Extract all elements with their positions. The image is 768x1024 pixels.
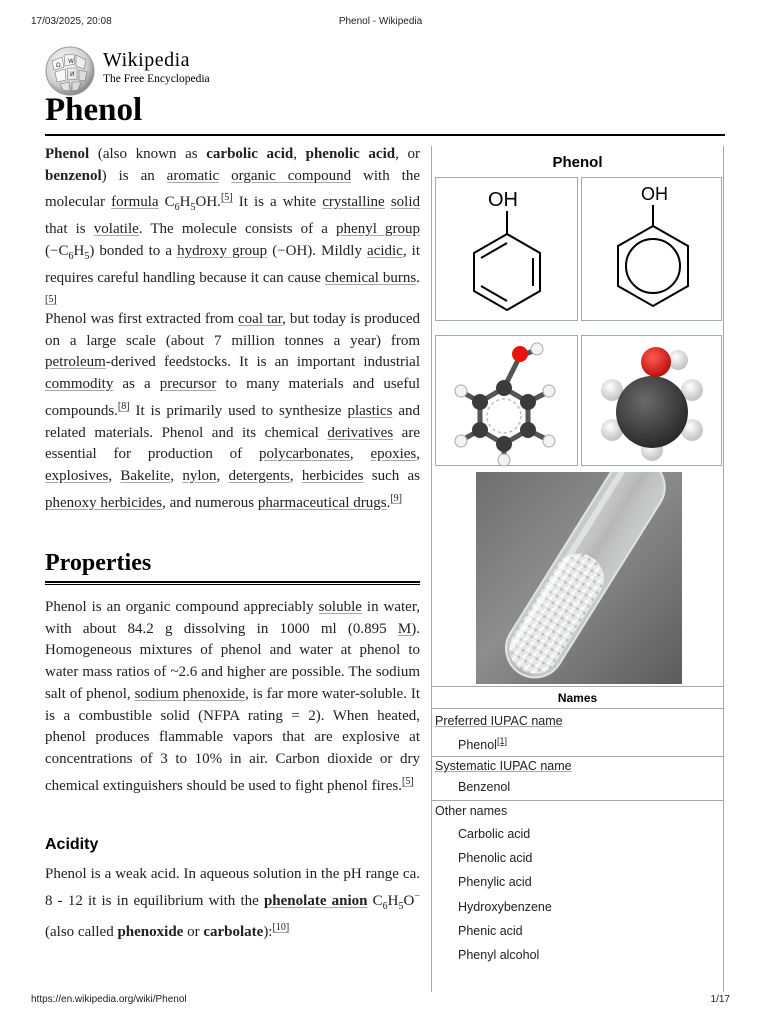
link-nylon[interactable]: nylon (182, 467, 217, 484)
other-names-label: Other names (435, 804, 508, 818)
text: such as (363, 467, 420, 484)
text: . (386, 494, 391, 511)
preferred-iupac-label[interactable] (435, 714, 563, 728)
link-aromatic[interactable]: aromatic (166, 167, 220, 184)
link-molar[interactable]: M (397, 620, 412, 637)
names-header: Names (432, 686, 723, 709)
link-hydroxy-group[interactable]: hydroxy group (177, 242, 268, 259)
hydroxyl-label: OH (641, 184, 668, 204)
link-polycarbonates[interactable]: polycarbonates (259, 446, 350, 463)
hydroxyl-label: OH (488, 189, 518, 211)
link-petroleum[interactable]: petroleum (45, 354, 106, 371)
text: , (416, 446, 421, 463)
text: with the molecular (45, 167, 420, 211)
print-datetime: 17/03/2025, 20:08 (31, 16, 112, 27)
subscript: 5 (190, 202, 196, 214)
text: . (416, 269, 420, 286)
text: to many materials and useful compounds. (45, 376, 420, 419)
link-bakelite[interactable]: Bakelite (120, 467, 171, 484)
intro-paragraph-2 (45, 309, 420, 514)
subscript: 6 (382, 900, 388, 912)
other-name-item: Phenolic acid (458, 851, 533, 865)
row-separator (432, 800, 723, 801)
text: OH. (195, 194, 221, 211)
title-divider (45, 134, 725, 136)
bold-term: phenolic acid (305, 146, 396, 162)
text: ). Homogeneous mixtures of phenol and water at phenol to water mass ratios of ~2.6 and higher are possible. The sodium salt of phenol, (45, 620, 420, 702)
kekule-structure-image[interactable] (435, 177, 578, 321)
bold-term: carbolate (203, 924, 264, 941)
text: , or (395, 146, 420, 162)
link-chemical-burns[interactable]: chemical burns (324, 269, 417, 286)
text: , it requires careful handling because it can cause (45, 242, 420, 286)
row-separator (432, 756, 723, 757)
subscript: 6 (68, 250, 74, 262)
text: or (183, 924, 204, 941)
other-name-item: Phenylic acid (458, 875, 532, 889)
link-phenyl-group[interactable]: phenyl group (336, 221, 421, 238)
citation-5[interactable]: [5] (402, 775, 414, 787)
text: , (170, 467, 183, 484)
citation-1[interactable]: [1] (496, 736, 507, 746)
subscript: 5 (84, 250, 90, 262)
text: in water, with about 84.2 g dissolving in 1000 ml (0.895 (45, 599, 420, 637)
link-volatile[interactable]: volatile (93, 221, 139, 238)
text: , (289, 467, 302, 484)
other-name-item: Hydroxybenzene (458, 900, 552, 914)
text: H (73, 242, 85, 259)
link-commodity[interactable]: commodity (45, 376, 114, 393)
systematic-iupac-label-text[interactable]: Systematic IUPAC name (435, 759, 572, 773)
text: , (216, 467, 229, 484)
text: H (387, 892, 399, 909)
print-url: https://en.wikipedia.org/wiki/Phenol (31, 994, 187, 1005)
citation-9[interactable]: [9] (390, 492, 403, 504)
link-formula[interactable]: formula (111, 194, 159, 211)
svg-text:И: И (70, 71, 75, 78)
text: (also known as (89, 146, 207, 162)
text: It is a white (232, 194, 323, 211)
text: H (179, 194, 191, 211)
text: C (367, 892, 383, 909)
superscript: − (414, 890, 420, 902)
text: -derived feedstocks. It is an important industrial (105, 354, 420, 371)
citation-5[interactable]: [5] (45, 294, 57, 306)
text: ) is an (101, 167, 167, 184)
link-soluble[interactable]: soluble (318, 599, 362, 615)
link-phenoxy-herbicides[interactable]: phenoxy herbicides (45, 494, 163, 511)
text: O (403, 892, 415, 909)
text: , (108, 467, 121, 484)
svg-text:Ω: Ω (56, 62, 61, 69)
properties-paragraph (45, 597, 420, 797)
section-heading-properties: Properties (45, 550, 152, 576)
citation-8[interactable]: [8] (117, 400, 130, 412)
link-coal-tar[interactable]: coal tar (238, 311, 283, 327)
text (219, 168, 231, 184)
text: ) bonded to a (89, 242, 178, 259)
text: , (293, 146, 306, 162)
link-sodium-phenoxide[interactable]: sodium phenoxide (134, 685, 246, 702)
infobox (431, 146, 724, 992)
link-derivatives[interactable]: derivatives (327, 424, 394, 441)
print-footer (31, 994, 730, 1008)
link-pharmaceutical-drugs[interactable]: pharmaceutical drugs (257, 494, 387, 511)
wikipedia-globe-icon[interactable] (44, 45, 96, 97)
page-title: Phenol (45, 92, 143, 128)
other-name-item: Carbolic acid (458, 827, 531, 841)
bold-term: benzenol (45, 167, 102, 184)
text: Phenol was first extracted from (45, 311, 239, 327)
phenol-crystals-photo[interactable] (476, 472, 682, 684)
other-name-item: Phenic acid (458, 924, 523, 938)
space-filling-model-image[interactable] (581, 335, 722, 466)
text: (−OH). Mildly (267, 242, 368, 259)
link-plastics[interactable]: plastics (347, 402, 393, 419)
ball-and-stick-model-image[interactable] (435, 335, 578, 466)
link-crystalline[interactable]: crystalline (322, 194, 385, 211)
link-explosives[interactable]: explosives (45, 467, 109, 484)
systematic-iupac-label[interactable] (435, 759, 572, 773)
space-filling-model (582, 336, 723, 467)
text: are essential for production of (45, 424, 420, 463)
link-organic-compound[interactable]: organic compound (231, 167, 352, 184)
link-phenolate-anion[interactable]: phenolate anion (263, 892, 368, 909)
intro-paragraph-1 (45, 144, 420, 316)
site-tagline: The Free Encyclopedia (103, 73, 210, 85)
text: , (349, 446, 371, 463)
infobox-title: Phenol (552, 154, 603, 171)
bold-term: Phenol (45, 146, 90, 162)
print-tab-title: Phenol - Wikipedia (338, 16, 423, 27)
text: C (158, 194, 175, 211)
preferred-iupac-value-text: Phenol (458, 738, 497, 753)
section-heading-acidity: Acidity (45, 836, 99, 853)
text: It is primarily used to synthesize (129, 402, 348, 419)
section-divider (45, 581, 420, 585)
preferred-iupac-label-text[interactable]: Preferred IUPAC name (435, 714, 563, 728)
link-acidic[interactable]: acidic (367, 242, 403, 259)
text: , and numerous (162, 494, 258, 511)
print-header (31, 16, 730, 30)
link-epoxies[interactable]: epoxies (370, 446, 417, 463)
text: Phenol is an organic compound appreciably (45, 599, 319, 615)
link-precursor[interactable]: precursor (159, 376, 217, 393)
text: that is (45, 221, 94, 238)
aromatic-structure-image[interactable] (581, 177, 722, 321)
text: (−C (45, 242, 69, 259)
text: ): (263, 924, 273, 941)
svg-text:W: W (68, 58, 74, 65)
ball-and-stick-model (436, 336, 579, 467)
site-wordmark[interactable]: Wikipedia (103, 49, 190, 71)
citation-5[interactable]: [5] (220, 192, 233, 204)
text: , is far more water-soluble. It is a combustible solid (NFPA rating = 2). When heated, phenol produces flammable vapors that are explosive at concentrations of 3 to 10% in air. Carbon dioxide or dry chemical extinguishers should be used to fight phenol fires. (45, 685, 420, 794)
subscript: 6 (174, 202, 180, 214)
systematic-iupac-value: Benzenol (458, 780, 511, 794)
text: , but today is produced on a large scale (about 7 million tonnes a year) from (45, 311, 421, 349)
preferred-iupac-value (458, 736, 507, 752)
text: Phenol is a weak acid. In aqueous solution in the pH range ca. 8 - 12 it is in equilibrium with the (45, 866, 420, 909)
other-name-item: Phenyl alcohol (458, 948, 540, 962)
link-detergents[interactable]: detergents (228, 467, 290, 484)
aromatic-structure-drawing (582, 178, 723, 322)
link-herbicides[interactable]: herbicides (301, 467, 364, 484)
bold-term: carbolic acid (206, 146, 294, 162)
print-page-number: 1/17 (710, 994, 730, 1005)
acidity-paragraph (45, 864, 420, 944)
kekule-structure-drawing (436, 178, 579, 322)
citation-10[interactable]: [10] (272, 922, 290, 934)
bold-term: phenoxide (117, 924, 184, 941)
link-solid[interactable]: solid (390, 194, 420, 211)
text: as a (113, 376, 160, 393)
text: and related materials. Phenol and its chemical (45, 402, 420, 441)
test-tube-with-crystals (476, 472, 682, 684)
text: (also called (45, 924, 118, 941)
text: . The molecule consists of a (138, 221, 337, 238)
subscript: 5 (398, 900, 404, 912)
